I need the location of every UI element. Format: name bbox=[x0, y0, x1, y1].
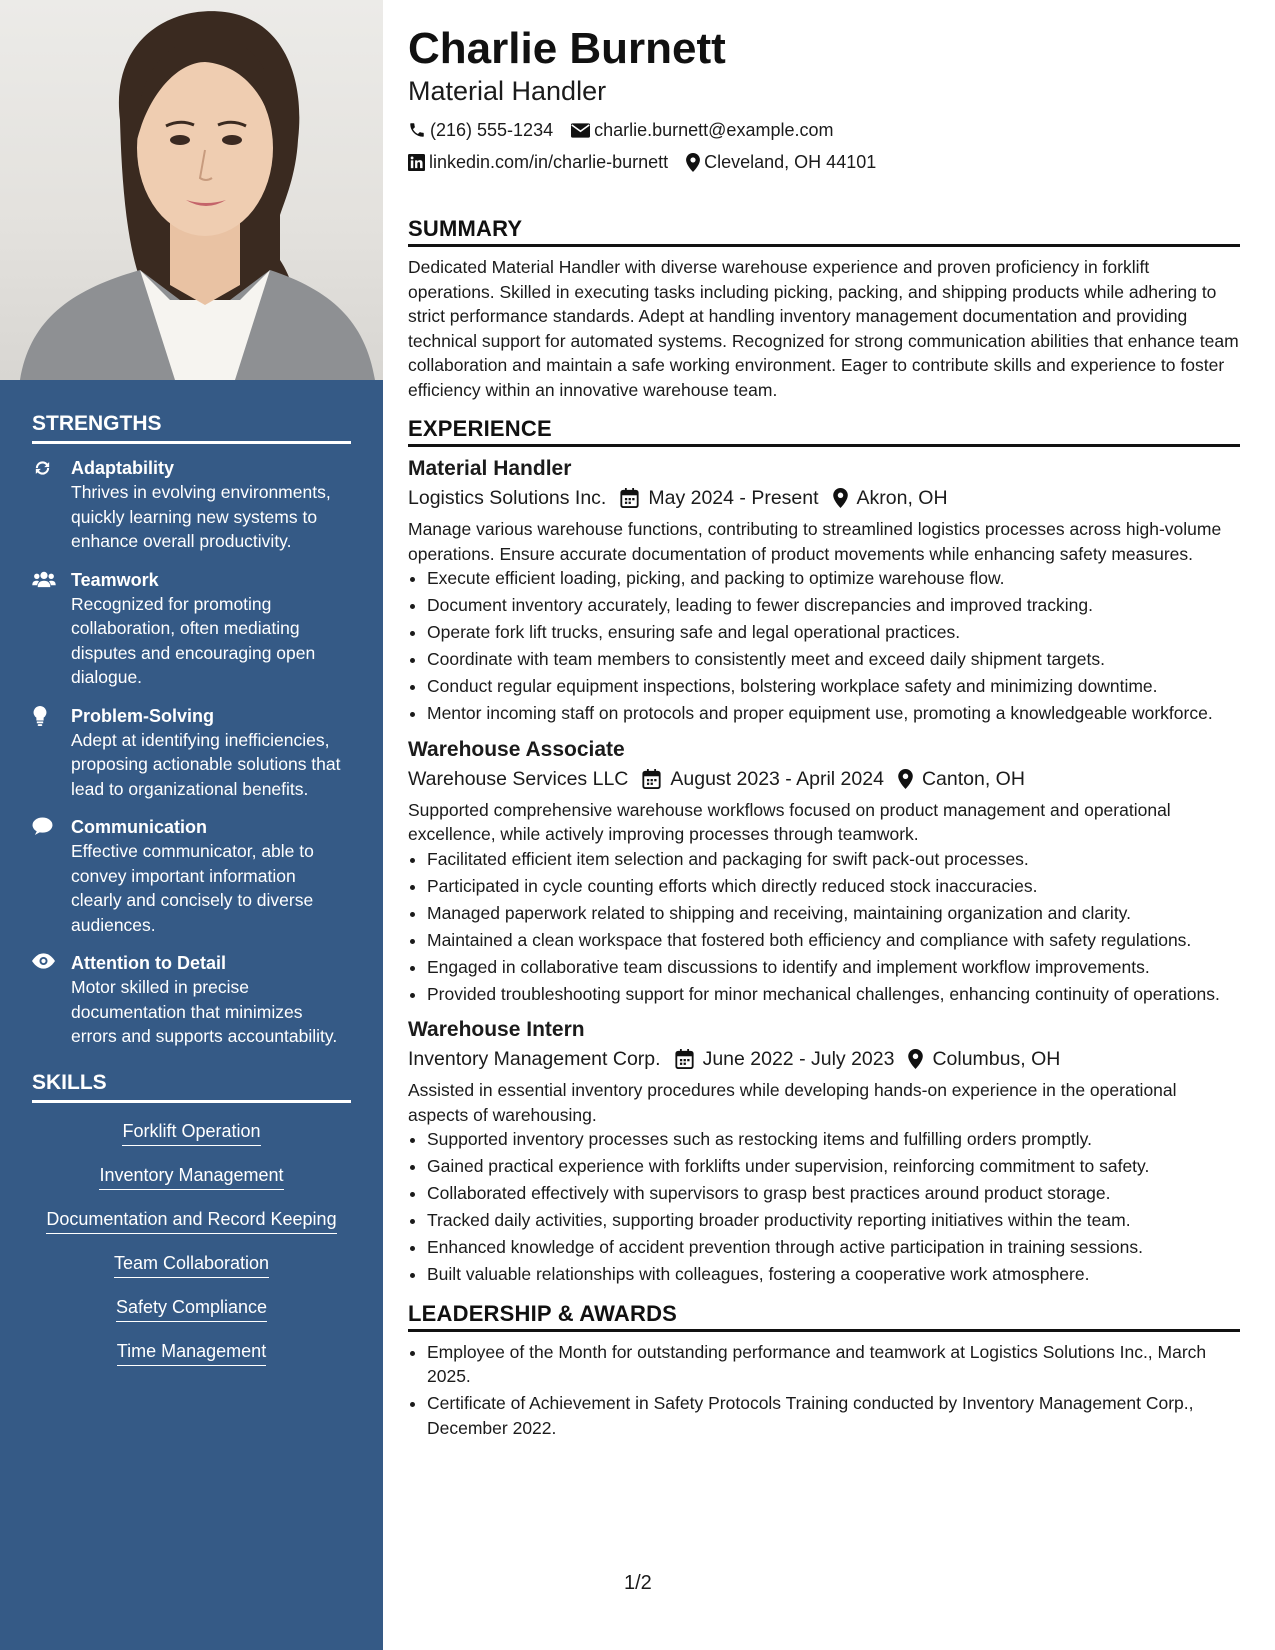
skill-item: Time Management bbox=[117, 1339, 266, 1366]
experience-heading: EXPERIENCE bbox=[408, 416, 1240, 447]
sidebar-content bbox=[32, 412, 351, 1383]
dates-text: August 2023 - April 2024 bbox=[670, 767, 884, 790]
bullet-item: • Operate fork lift trucks, ensuring safe and legal operational practices. bbox=[427, 620, 1240, 645]
job-description: Supported comprehensive warehouse workflows focused on product management and operational excellence, while actively improving processes through teamwork. bbox=[408, 799, 1171, 844]
strength-item bbox=[32, 568, 351, 690]
page-number: 1/2 bbox=[624, 1572, 652, 1594]
job-bullets bbox=[408, 566, 1240, 726]
strength-item bbox=[32, 815, 351, 937]
phone-icon bbox=[408, 121, 426, 139]
experience-section bbox=[408, 416, 1240, 1287]
strength-title: Teamwork bbox=[71, 569, 159, 590]
map-pin-icon bbox=[686, 153, 700, 172]
job-meta bbox=[408, 764, 1240, 794]
skill-item: Team Collaboration bbox=[114, 1251, 269, 1278]
strength-title: Problem-Solving bbox=[71, 705, 215, 726]
job-bullets bbox=[408, 1127, 1240, 1287]
skill-item: Safety Compliance bbox=[116, 1295, 267, 1322]
job-entry bbox=[408, 455, 1240, 726]
strength-title: Adaptability bbox=[71, 458, 175, 478]
bullet-item: • Maintained a clean workspace that fostered both efficiency and compliance with safety regulations. bbox=[427, 928, 1240, 953]
strength-description: Recognized for promoting collaboration, often mediating disputes and encouraging open dialogue. bbox=[71, 593, 316, 687]
job-bullets bbox=[408, 847, 1240, 1007]
strength-description: Adept at identifying inefficiencies, proposing actionable solutions that lead to organizational benefits. bbox=[71, 729, 341, 799]
bullet-item: • Gained practical experience with forklifts under supervision, reinforcing commitment to safety. bbox=[427, 1154, 1240, 1179]
location-text: Canton, OH bbox=[921, 767, 1025, 790]
job-title: Material Handler bbox=[408, 457, 572, 480]
job-location bbox=[898, 764, 1025, 794]
phone-contact[interactable] bbox=[408, 114, 553, 146]
strength-title: Communication bbox=[71, 817, 208, 837]
job-location bbox=[908, 1044, 1060, 1074]
strength-item bbox=[32, 951, 351, 1049]
strength-item bbox=[32, 704, 351, 802]
location-text: Cleveland, OH 44101 bbox=[704, 152, 877, 172]
strength-description: Motor skilled in precise documentation that minimizes errors and supports accountability. bbox=[71, 977, 338, 1046]
portrait-illustration bbox=[0, 0, 383, 380]
bullet-item: • Managed paperwork related to shipping and receiving, maintaining organization and clarity. bbox=[427, 901, 1240, 926]
dates-text: May 2024 - Present bbox=[648, 487, 819, 509]
award-item: • Employee of the Month for outstanding performance and teamwork at Logistics Solutions Inc., March 2025. bbox=[427, 1340, 1240, 1389]
calendar-icon bbox=[642, 769, 661, 789]
bullet-item: • Coordinate with team members to consistently meet and exceed daily shipment targets. bbox=[427, 647, 1240, 672]
awards-heading: LEADERSHIP & AWARDS bbox=[408, 1301, 1240, 1332]
job-entry bbox=[408, 736, 1240, 1007]
job-title: Warehouse Associate bbox=[408, 737, 625, 761]
job-description: Assisted in essential inventory procedures while developing hands-on experience in the operational aspects of warehousing. bbox=[408, 1080, 1177, 1125]
location-text: Akron, OH bbox=[856, 487, 948, 509]
calendar-icon bbox=[620, 488, 639, 508]
bullet-item: • Conduct regular equipment inspections, bolstering workplace safety and minimizing downtime. bbox=[427, 674, 1240, 699]
skill-item: Documentation and Record Keeping bbox=[46, 1207, 336, 1234]
email-text: charlie.burnett@example.com bbox=[594, 120, 834, 140]
contact-row bbox=[408, 114, 1240, 146]
bullet-item: • Mentor incoming staff on protocols and proper equipment use, promoting a knowledgeable workforce. bbox=[427, 701, 1240, 726]
bullet-item: • Supported inventory processes such as restocking items and fulfilling orders promptly. bbox=[427, 1127, 1240, 1152]
location-text: Columbus, OH bbox=[932, 1048, 1061, 1070]
dates-text: June 2022 - July 2023 bbox=[702, 1048, 895, 1070]
company-name: Inventory Management Corp. bbox=[408, 1048, 661, 1070]
eye-icon bbox=[32, 953, 54, 973]
bullet-item: • Document inventory accurately, leading to fewer discrepancies and improved tracking. bbox=[427, 593, 1240, 618]
candidate-name: Charlie Burnett bbox=[408, 24, 726, 73]
skill-item: Inventory Management bbox=[99, 1163, 283, 1190]
skills-heading: SKILLS bbox=[32, 1071, 351, 1103]
job-dates bbox=[620, 483, 818, 513]
bullet-item: • Enhanced knowledge of accident prevention through active participation in training sessions. bbox=[427, 1235, 1240, 1260]
candidate-title: Material Handler bbox=[408, 76, 607, 106]
linkedin-text: linkedin.com/in/charlie-burnett bbox=[429, 152, 669, 172]
skill-list bbox=[32, 1115, 351, 1383]
summary-heading: SUMMARY bbox=[408, 216, 1240, 247]
map-pin-icon bbox=[833, 488, 848, 508]
strengths-heading: STRENGTHS bbox=[32, 412, 351, 444]
bullet-item: • Built valuable relationships with colleagues, fostering a cooperative work atmosphere. bbox=[427, 1262, 1240, 1287]
bullet-item: • Provided troubleshooting support for minor mechanical challenges, enhancing continuity of operations. bbox=[427, 982, 1240, 1007]
calendar-icon bbox=[675, 1049, 694, 1069]
bullet-item: • Facilitated efficient item selection and packaging for swift pack-out processes. bbox=[427, 847, 1240, 872]
company-name: Warehouse Services LLC bbox=[408, 767, 629, 790]
sync-icon bbox=[32, 458, 54, 478]
job-entry bbox=[408, 1016, 1240, 1287]
bullet-item: • Collaborated effectively with supervisors to grasp best practices around product storage. bbox=[427, 1181, 1240, 1206]
bullet-item: • Execute efficient loading, picking, and packing to optimize warehouse flow. bbox=[427, 566, 1240, 591]
strength-description: Effective communicator, able to convey important information clearly and concisely to diverse audiences. bbox=[71, 841, 314, 935]
email-contact[interactable] bbox=[571, 114, 833, 146]
strength-item bbox=[32, 456, 351, 554]
skill-item: Forklift Operation bbox=[122, 1119, 260, 1146]
main-content bbox=[408, 22, 1240, 1443]
bullet-item: • Engaged in collaborative team discussions to identify and implement workflow improvements. bbox=[427, 955, 1240, 980]
location-contact bbox=[686, 146, 876, 178]
job-meta bbox=[408, 483, 1240, 513]
awards-section bbox=[408, 1301, 1240, 1441]
map-pin-icon bbox=[908, 1049, 923, 1069]
job-title: Warehouse Intern bbox=[408, 1018, 585, 1041]
company-name: Logistics Solutions Inc. bbox=[408, 487, 607, 509]
linkedin-contact[interactable] bbox=[408, 146, 668, 178]
job-dates bbox=[642, 764, 884, 794]
awards-list bbox=[408, 1340, 1240, 1441]
linkedin-icon bbox=[408, 154, 425, 171]
bullet-item: • Tracked daily activities, supporting broader productivity reporting initiatives within the team. bbox=[427, 1208, 1240, 1233]
strength-description: Thrives in evolving environments, quickly learning new systems to enhance overall productivity. bbox=[71, 482, 331, 551]
bullet-item: • Participated in cycle counting efforts which directly reduced stock inaccuracies. bbox=[427, 874, 1240, 899]
job-location bbox=[833, 483, 948, 513]
lightbulb-icon bbox=[32, 706, 54, 726]
sidebar bbox=[0, 0, 383, 1650]
phone-text: (216) 555-1234 bbox=[430, 120, 554, 140]
contact-row bbox=[408, 146, 1240, 178]
users-icon bbox=[32, 570, 54, 590]
profile-photo bbox=[0, 0, 383, 380]
job-description: Manage various warehouse functions, contributing to streamlined logistics processes across high-volume operations. Ensure accurate documentation of product movements while enhancing safety measures. bbox=[408, 519, 1222, 564]
speech-bubble-icon bbox=[32, 817, 54, 837]
map-pin-icon bbox=[898, 769, 913, 789]
strength-title: Attention to Detail bbox=[71, 953, 226, 973]
award-item: • Certificate of Achievement in Safety Protocols Training conducted by Inventory Management Corp., December 2022. bbox=[427, 1391, 1240, 1440]
job-dates bbox=[675, 1044, 895, 1074]
job-meta bbox=[408, 1044, 1240, 1074]
envelope-icon bbox=[571, 123, 590, 138]
summary-text: Dedicated Material Handler with diverse warehouse experience and proven proficiency in forklift operations. Skilled in executing tasks including picking, packing, and shipping products while adhering to strict performance standards. Adept at handling inventory management documentation and providing technical support for automated systems. Recognized for strong communication abilities that enhance team collaboration and maintain a safe working environment. Eager to contribute skills and experience to foster efficiency within an innovative warehouse team. bbox=[408, 257, 1239, 400]
